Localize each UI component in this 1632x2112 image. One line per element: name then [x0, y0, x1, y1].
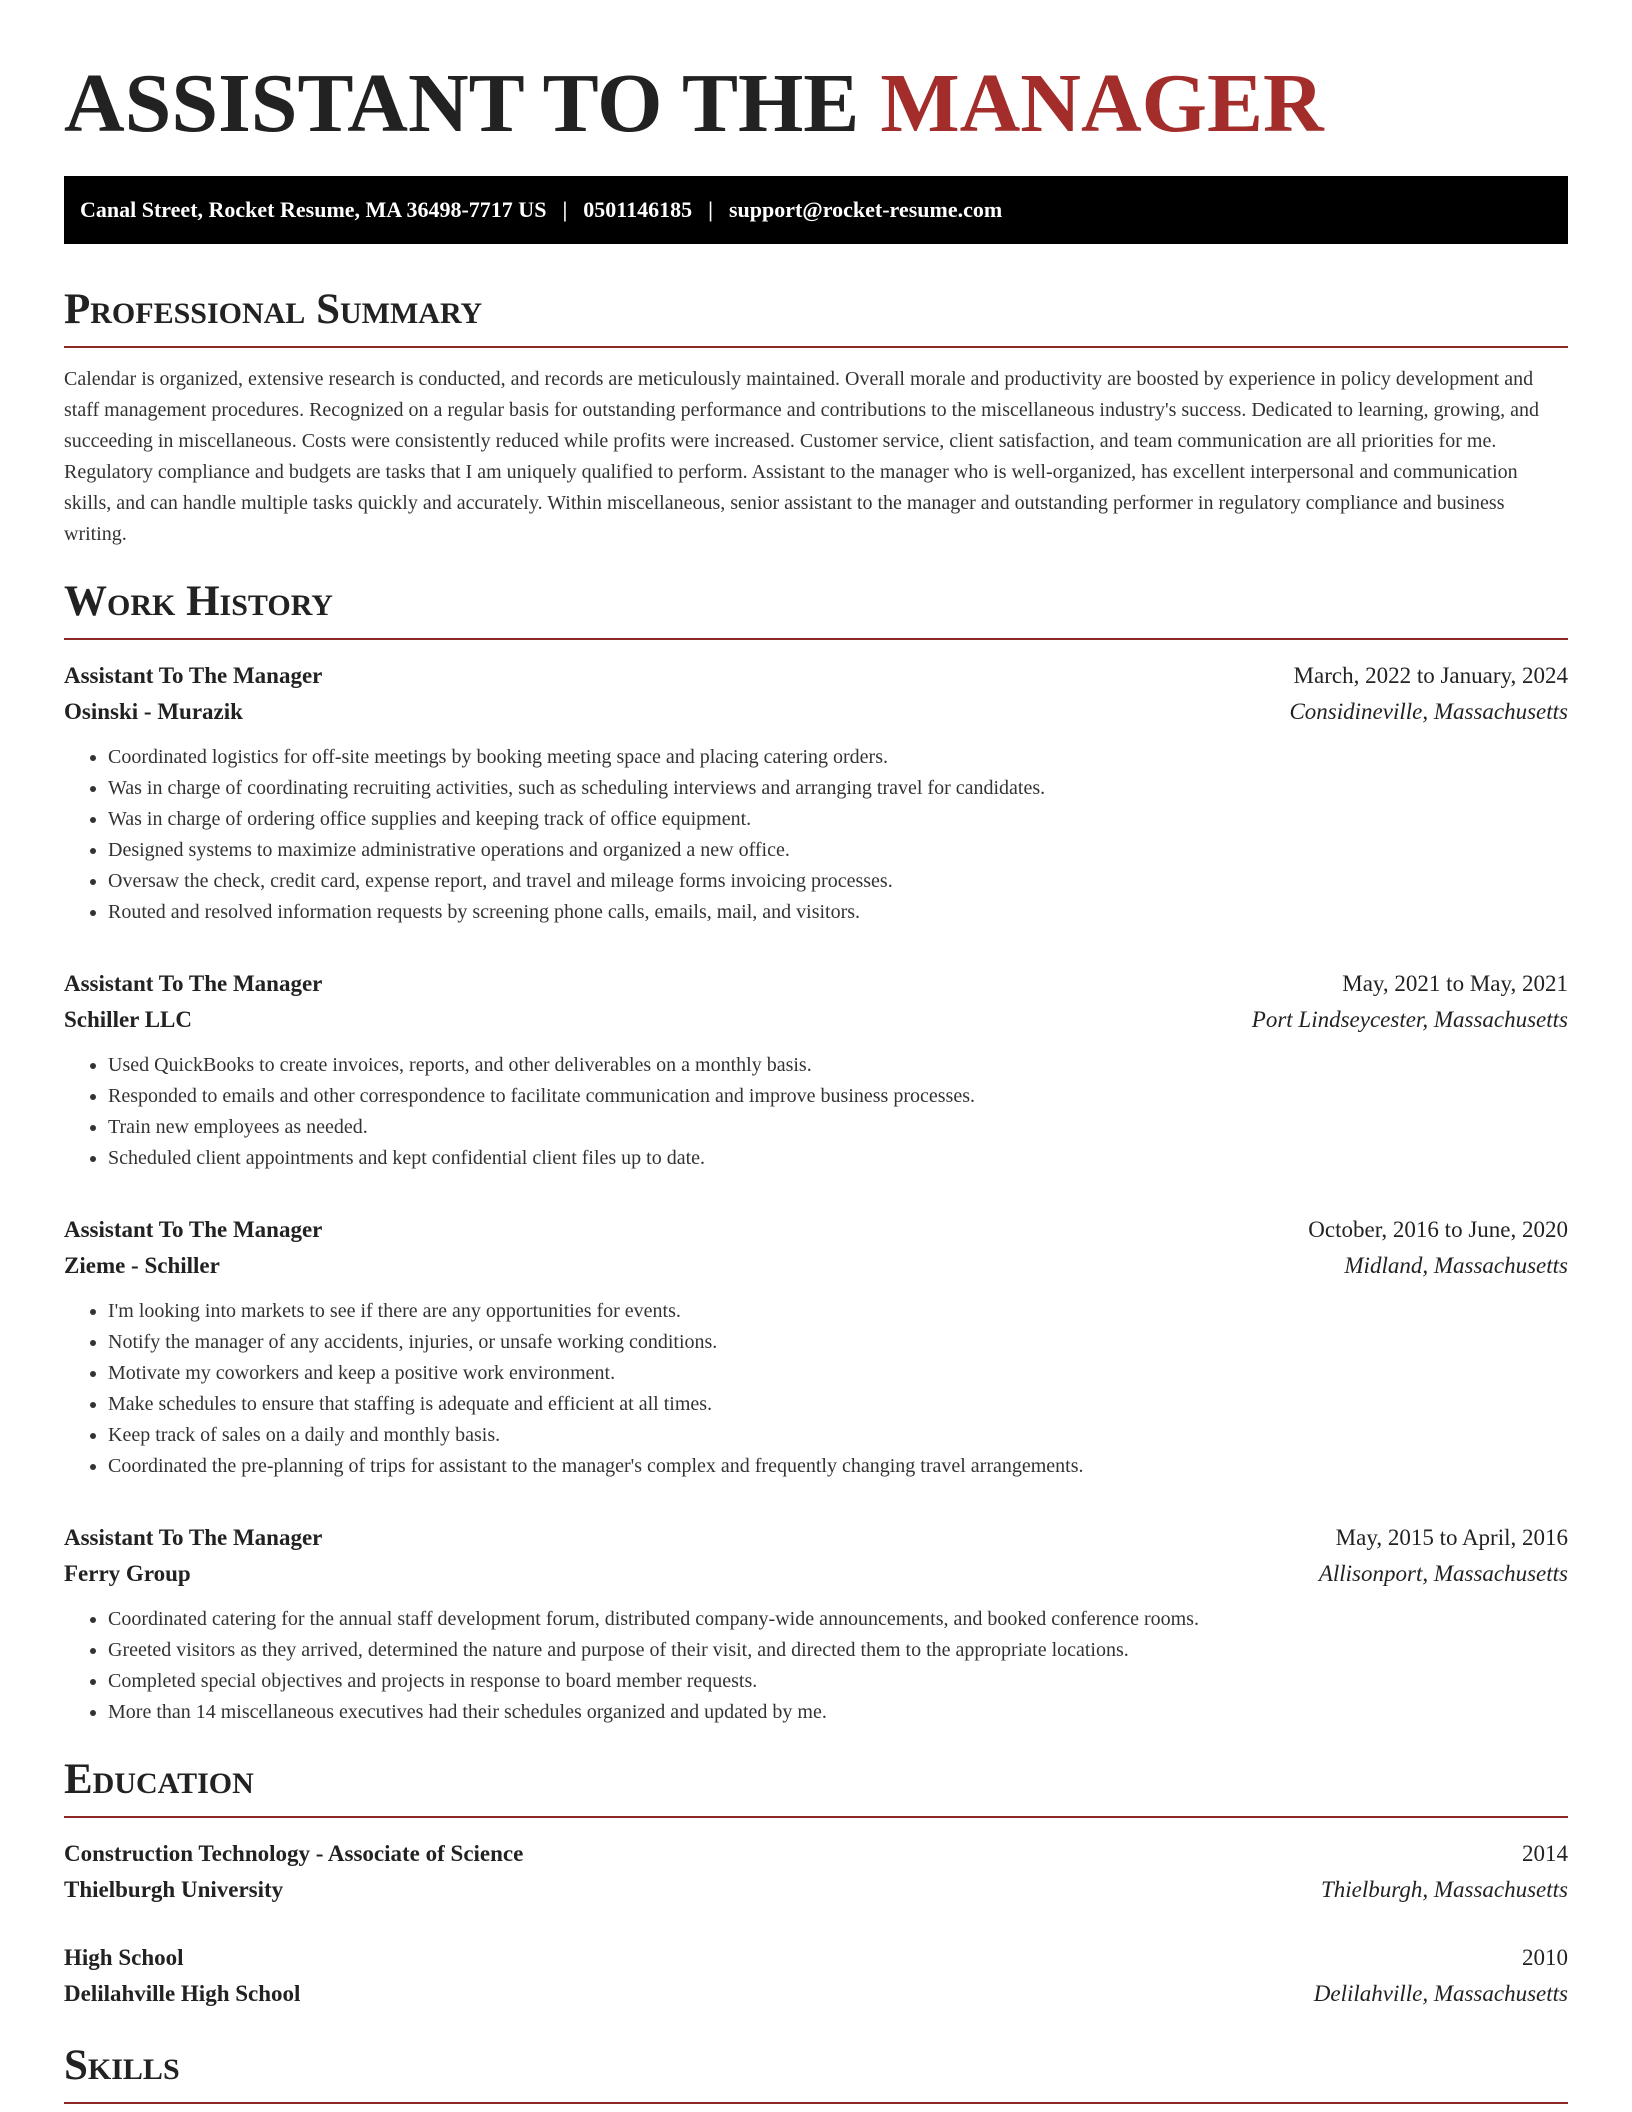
job-bullet: • Was in charge of coordinating recruiting activities, such as scheduling interviews and arranging travel for candidates. [108, 773, 1568, 804]
job-entry [64, 1212, 1568, 1482]
job-bullet: • Notify the manager of any accidents, injuries, or unsafe working conditions. [108, 1327, 1568, 1358]
education-list [64, 1836, 1568, 2012]
education-title: Education [64, 1758, 1568, 1818]
job-company: Osinski - Murazik [64, 699, 243, 724]
skills-section [64, 2044, 1568, 2104]
job-entry [64, 1520, 1568, 1728]
education-school-row [64, 1976, 1568, 2012]
job-bullets [64, 1050, 1568, 1174]
education-section [64, 1758, 1568, 2012]
job-bullet: • Coordinated catering for the annual staff development forum, distributed company-wide announcements, and booked conference rooms. [108, 1604, 1568, 1635]
job-company-row [64, 1556, 1568, 1592]
job-bullet: • Coordinated logistics for off-site meetings by booking meeting space and placing catering orders. [108, 742, 1568, 773]
education-location: Thielburgh, Massachusetts [1320, 1877, 1568, 1902]
work-history-section [64, 580, 1568, 1728]
summary-section [64, 288, 1568, 550]
resume-name [64, 56, 1568, 152]
job-bullet: • Used QuickBooks to create invoices, reports, and other deliverables on a monthly basis. [108, 1050, 1568, 1081]
education-year: 2014 [1522, 1841, 1568, 1866]
job-bullet: • Motivate my coworkers and keep a positive work environment. [108, 1358, 1568, 1389]
summary-text: Calendar is organized, extensive research is conducted, and records are meticulously maintained. Overall morale and productivity are boosted by experience in policy development and staff management procedures. Recognized on a regular basis for outstanding performance and contributions to the miscellaneous industry's success. Dedicated to learning, growing, and succeeding in miscellaneous. Costs were consistently reduced while profits were increased. Customer service, client satisfaction, and team communication are all priorities for me. Regulatory compliance and budgets are tasks that I am uniquely qualified to perform. Assistant to the manager who is well-organized, has excellent interpersonal and communication skills, and can handle multiple tasks quickly and accurately. Within miscellaneous, senior assistant to the manager and outstanding performer in regulatory compliance and business writing. [64, 368, 1540, 545]
job-header-row [64, 1212, 1568, 1248]
job-bullets [64, 1296, 1568, 1482]
job-header-row [64, 966, 1568, 1002]
contact-separator: | [708, 197, 713, 222]
education-school: Delilahville High School [64, 1981, 301, 2006]
job-bullet: • Was in charge of ordering office supplies and keeping track of office equipment. [108, 804, 1568, 835]
job-location: Considineville, Massachusetts [1289, 699, 1568, 724]
job-bullet: • Scheduled client appointments and kept confidential client files up to date. [108, 1143, 1568, 1174]
job-company-row [64, 1002, 1568, 1038]
job-bullet: • Keep track of sales on a daily and monthly basis. [108, 1420, 1568, 1451]
job-role: Assistant To The Manager [64, 1217, 323, 1242]
job-dates: May, 2015 to April, 2016 [1335, 1525, 1568, 1550]
job-bullet: • Coordinated the pre-planning of trips for assistant to the manager's complex and frequently changing travel arrangements. [108, 1451, 1568, 1482]
contact-separator: | [562, 197, 568, 222]
job-role: Assistant To The Manager [64, 1525, 323, 1550]
contact-email: support@rocket-resume.com [728, 197, 1003, 222]
job-company-row [64, 1248, 1568, 1284]
job-dates: October, 2016 to June, 2020 [1308, 1217, 1568, 1242]
job-bullet: • I'm looking into markets to see if there are any opportunities for events. [108, 1296, 1568, 1327]
job-bullet: • Designed systems to maximize administrative operations and organized a new office. [108, 835, 1568, 866]
education-location: Delilahville, Massachusetts [1313, 1981, 1568, 2006]
job-location: Port Lindseycester, Massachusetts [1251, 1007, 1568, 1032]
job-entry [64, 658, 1568, 928]
job-location: Allisonport, Massachusetts [1318, 1561, 1568, 1586]
job-role: Assistant To The Manager [64, 663, 323, 688]
work-history-title: Work History [64, 580, 1568, 640]
job-bullet: • Completed special objectives and projects in response to board member requests. [108, 1666, 1568, 1697]
education-entry [64, 1940, 1568, 2012]
education-degree-row [64, 1836, 1568, 1872]
education-degree-row [64, 1940, 1568, 1976]
job-bullet: • Greeted visitors as they arrived, determined the nature and purpose of their visit, and directed them to the appropriate locations. [108, 1635, 1568, 1666]
name-part-2: MANAGER [880, 57, 1324, 150]
education-entry [64, 1836, 1568, 1908]
summary-title: Professional Summary [64, 288, 1568, 348]
job-bullet: • Routed and resolved information requests by screening phone calls, emails, mail, and visitors. [108, 897, 1568, 928]
job-company: Zieme - Schiller [64, 1253, 220, 1278]
job-entry [64, 966, 1568, 1174]
job-company: Schiller LLC [64, 1007, 193, 1032]
contact-address: Canal Street, Rocket Resume, MA 36498-7717 US [80, 197, 547, 222]
contact-bar [64, 176, 1568, 244]
job-bullet: • Responded to emails and other correspondence to facilitate communication and improve business processes. [108, 1081, 1568, 1112]
job-role: Assistant To The Manager [64, 971, 323, 996]
job-bullet: • Oversaw the check, credit card, expense report, and travel and mileage forms invoicing processes. [108, 866, 1568, 897]
contact-phone: 0501146185 [583, 197, 693, 222]
job-company: Ferry Group [64, 1561, 191, 1586]
job-bullets [64, 1604, 1568, 1728]
education-school: Thielburgh University [64, 1877, 284, 1902]
name-part-1: ASSISTANT TO THE [64, 57, 860, 150]
job-company-row [64, 694, 1568, 730]
job-dates: May, 2021 to May, 2021 [1342, 971, 1568, 996]
job-bullet: • Train new employees as needed. [108, 1112, 1568, 1143]
education-degree: High School [64, 1945, 184, 1970]
job-header-row [64, 658, 1568, 694]
education-year: 2010 [1522, 1945, 1568, 1970]
skills-title: Skills [64, 2044, 1568, 2104]
job-bullet: • Make schedules to ensure that staffing is adequate and efficient at all times. [108, 1389, 1568, 1420]
job-list [64, 658, 1568, 1728]
job-header-row [64, 1520, 1568, 1556]
education-degree: Construction Technology - Associate of Science [64, 1841, 524, 1866]
education-school-row [64, 1872, 1568, 1908]
job-bullet: • More than 14 miscellaneous executives had their schedules organized and updated by me. [108, 1697, 1568, 1728]
job-bullets [64, 742, 1568, 928]
job-dates: March, 2022 to January, 2024 [1293, 663, 1568, 688]
job-location: Midland, Massachusetts [1344, 1253, 1568, 1278]
